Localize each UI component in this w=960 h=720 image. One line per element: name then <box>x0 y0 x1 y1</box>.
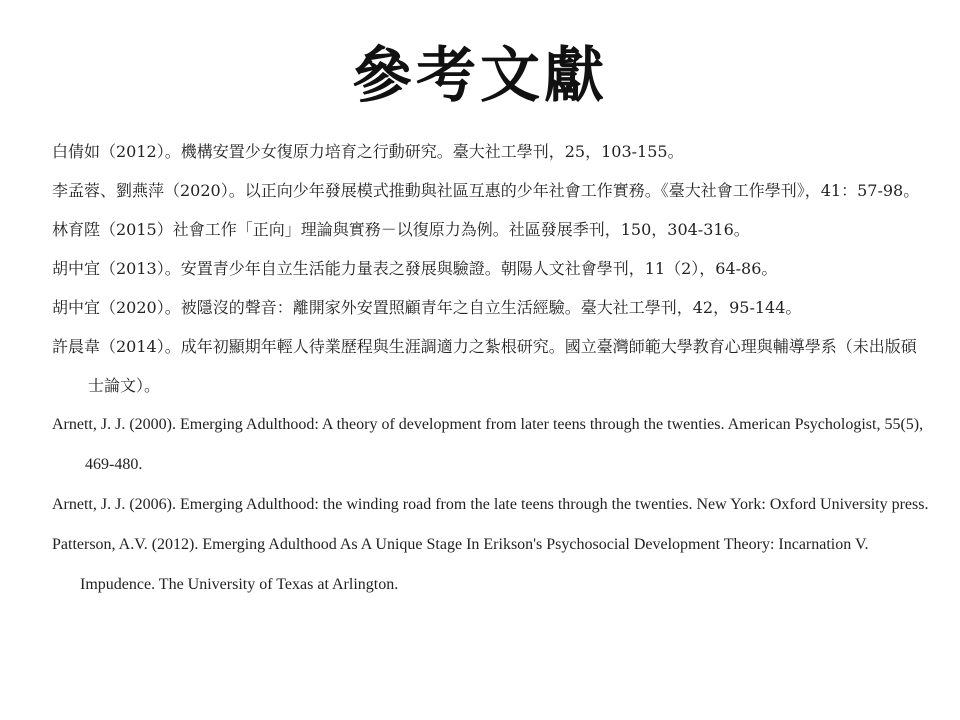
slide-title: 參考文獻 <box>352 41 608 111</box>
reference-item: 胡中宜（2013）。安置青少年自立生活能力量表之發展與驗證。朝陽人文社會學刊，11（2），64-86。 <box>52 259 778 278</box>
reference-item: Arnett, J. J. (2000). Emerging Adulthood: A theory of development from later teens through the twenties. American Psychologist, 55(5), 469-480. <box>52 416 924 473</box>
reference-item: 李孟蓉、劉燕萍（2020）。以正向少年發展模式推動與社區互惠的少年社會工作實務。《臺大社會工作學刊》，41：57-98。 <box>52 181 920 200</box>
reference-item: 胡中宜（2020）。被隱沒的聲音：離開家外安置照顧青年之自立生活經驗。臺大社工學刊，42，95-144。 <box>52 298 802 317</box>
reference-item: 許晨韋（2014）。成年初顯期年輕人待業歷程與生涯調適力之紮根研究。國立臺灣師範大學教育心理與輔導學系（未出版碩士論文）。 <box>52 337 917 395</box>
reference-list <box>52 132 932 605</box>
reference-item: 白倩如（2012）。機構安置少女復原力培育之行動研究。臺大社工學刊，25，103-155。 <box>52 142 684 161</box>
reference-item: Arnett, J. J. (2006). Emerging Adulthood: the winding road from the late teens through the twenties. New York: Oxford University press. <box>52 496 929 513</box>
reference-item: Patterson, A.V. (2012). Emerging Adulthood As A Unique Stage In Erikson's Psychosocial Development Theory: Incarnation V. Impudence. The University of Texas at Arlington. <box>52 536 869 593</box>
reference-item: 林育陞（2015）社會工作「正向」理論與實務－以復原力為例。社區發展季刊，150，304-316。 <box>52 220 750 239</box>
